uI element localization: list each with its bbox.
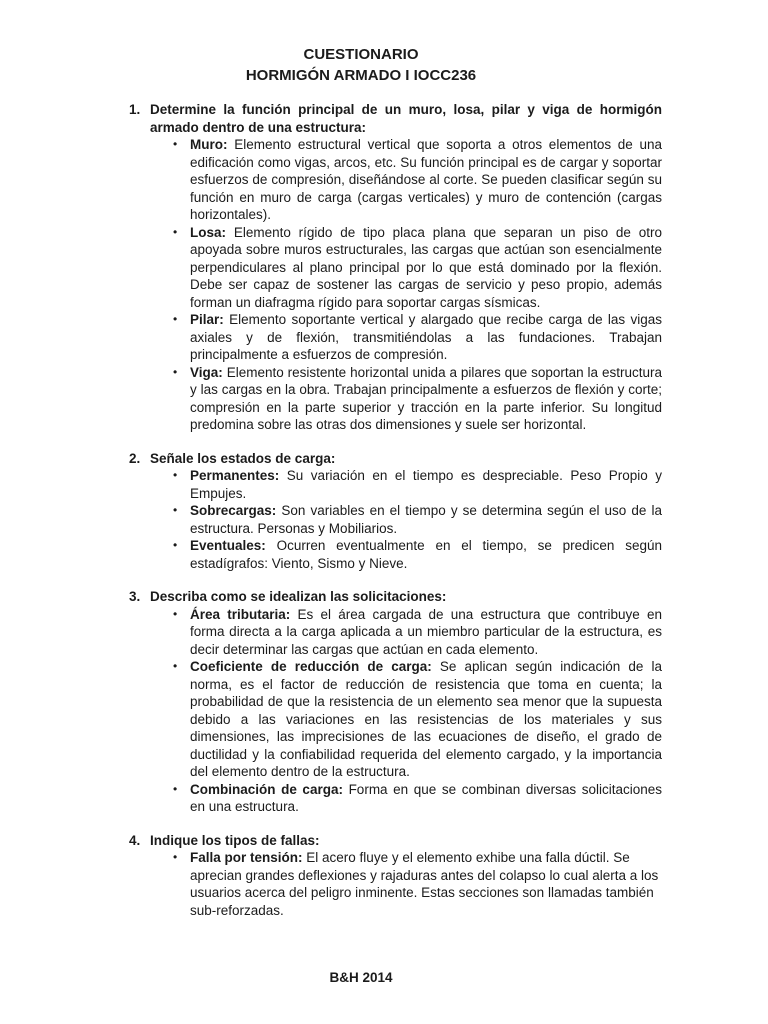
question-3 <box>129 588 662 816</box>
bullet-text: El acero fluye y el elemento exhibe una falla dúctil. Se aprecian grandes deflexiones y rajaduras antes del colapso lo cual alerta a los usuarios acerca del peligro inminente. Estas secciones son llamadas también sub-reforzadas. <box>190 850 659 918</box>
bullet-text: Se aplican según indicación de la norma, es el factor de reducción de resistencia que toma en cuenta; la probabilidad de que la resistencia de un elemento sea menor que la supuesta debido a las variaciones en las resistencias de los materiales y sus dimensiones, las imprecisiones de las ecuaciones de diseño, el grado de ductilidad y la confiabilidad requerida del elemento cargado, y la importancia del elemento dentro de la estructura. <box>190 659 663 779</box>
bullet-text: Su variación en el tiempo es despreciable. Peso Propio y Empujes. <box>190 468 662 501</box>
bullet-label: Permanentes: <box>190 468 280 483</box>
bullet-icon: • <box>173 538 178 552</box>
question-title: Determine la función principal de un muro, losa, pilar y viga de hormigón armado dentro de una estructura: <box>150 102 662 135</box>
document-title-line2: HORMIGÓN ARMADO I IOCC236 <box>245 67 477 84</box>
bullet-paragraph <box>190 658 662 781</box>
bullet-text: Forma en que se combinan diversas solicitaciones en una estructura. <box>190 781 662 814</box>
list-item <box>173 781 662 816</box>
bullet-icon: • <box>173 781 178 796</box>
document-footer: B&H 2014 <box>329 970 393 985</box>
question-number: 2. <box>129 450 141 466</box>
bullet-text: Es el área cargada de una estructura que contribuye en forma directa a la carga aplicada a un miembro particular de la estructura, es decir determinar las cargas que actúan en cada elemento. <box>190 606 662 657</box>
question-2 <box>129 450 662 573</box>
document-title-line1: CUESTIONARIO <box>303 46 419 63</box>
question-3-heading <box>129 588 662 606</box>
bullet-icon: • <box>173 503 178 517</box>
question-number: 1. <box>129 102 141 117</box>
bullet-paragraph <box>190 781 662 816</box>
bullet-icon: • <box>173 659 178 673</box>
list-item <box>173 467 662 502</box>
bullet-label: Muro: <box>190 137 228 152</box>
list-item <box>173 224 662 312</box>
document-body <box>129 101 662 919</box>
list-item <box>173 364 662 434</box>
question-number: 4. <box>129 832 141 848</box>
bullet-paragraph <box>190 364 662 434</box>
bullet-icon: • <box>173 468 178 482</box>
bullet-paragraph <box>190 502 662 537</box>
bullet-paragraph <box>190 136 662 224</box>
bullet-label: Falla por tensión: <box>190 850 303 865</box>
bullet-paragraph <box>190 467 662 502</box>
bullet-paragraph <box>190 537 662 572</box>
bullet-label: Área tributaria: <box>190 606 291 622</box>
question-title: Señale los estados de carga: <box>150 450 336 466</box>
bullet-paragraph <box>190 849 662 919</box>
document-header <box>61 44 661 86</box>
question-1 <box>129 101 662 434</box>
bullet-label: Pilar: <box>190 312 224 327</box>
question-2-heading <box>129 450 662 468</box>
list-item <box>173 606 662 659</box>
bullet-label: Sobrecargas: <box>190 503 277 518</box>
bullet-text: Elemento rígido de tipo placa plana que separan un piso de otro apoyada sobre muros estructurales, las cargas que actúan son esencialmente perpendiculares al plano principal por lo que está dominado por la flexión. Debe ser capaz de sostener las cargas de servicio y peso propio, además forman un diafragma rígido para soportar cargas sísmicas. <box>190 224 662 310</box>
list-item <box>173 658 662 781</box>
list-item <box>173 537 662 572</box>
bullet-icon: • <box>173 137 178 151</box>
question-title: Indique los tipos de fallas: <box>150 832 320 848</box>
bullet-icon: • <box>173 224 178 239</box>
list-item <box>173 849 662 919</box>
bullet-icon: • <box>173 850 178 864</box>
question-1-heading <box>129 101 662 136</box>
list-item <box>173 502 662 537</box>
bullet-paragraph <box>190 311 662 364</box>
bullet-text: Elemento resistente horizontal unida a pilares que soportan la estructura y las cargas en la obra. Trabajan principalmente a esfuerzos de flexión y corte; compresión en la parte superior y tracción en la parte inferior. Su longitud predomina sobre las otras dos dimensiones y suele ser horizontal. <box>190 364 662 432</box>
list-item <box>173 311 662 364</box>
bullet-label: Losa: <box>190 224 227 240</box>
bullet-text: Ocurren eventualmente en el tiempo, se predicen según estadígrafos: Viento, Sismo y Nieve. <box>190 538 662 571</box>
bullet-paragraph <box>190 224 662 312</box>
bullet-text: Elemento soportante vertical y alargado que recibe carga de las vigas axiales y de flexión, transmitiéndolas a las fundaciones. Trabajan principalmente a esfuerzos de compresión. <box>190 312 662 362</box>
bullet-icon: • <box>173 364 178 379</box>
bullet-label: Viga: <box>190 364 223 380</box>
bullet-label: Eventuales: <box>190 538 266 553</box>
bullet-label: Coeficiente de reducción de carga: <box>190 659 432 674</box>
bullet-paragraph <box>190 606 662 659</box>
bullet-label: Combinación de carga: <box>190 781 343 797</box>
question-number: 3. <box>129 589 141 604</box>
bullet-text: Son variables en el tiempo y se determina según el uso de la estructura. Personas y Mobiliarios. <box>190 503 662 536</box>
bullet-icon: • <box>173 606 178 621</box>
list-item <box>173 136 662 224</box>
question-4-heading <box>129 832 662 850</box>
question-4 <box>129 832 662 920</box>
question-title: Describa como se idealizan las solicitaciones: <box>150 589 447 604</box>
bullet-text: Elemento estructural vertical que soporta a otros elementos de una edificación como vigas, arcos, etc. Su función principal es de cargar y soportar esfuerzos de compresión, diseñándose al corte. Se pueden clasificar según su función en muro de carga (cargas verticales) y muro de contención (cargas horizontales). <box>190 137 662 222</box>
bullet-icon: • <box>173 312 178 326</box>
